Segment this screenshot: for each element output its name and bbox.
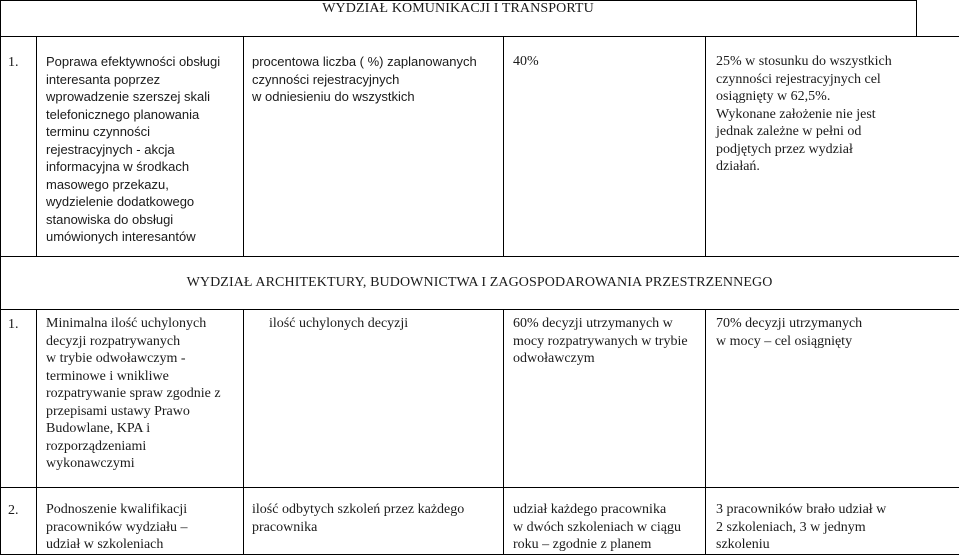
- row-number: 2.: [8, 503, 19, 518]
- column-divider: [36, 309, 37, 555]
- task-cell: Podnoszenie kwalifikacji pracowników wydziału – udział w szkoleniach: [46, 502, 188, 552]
- task-cell: Minimalna ilość uchylonych decyzji rozpatrywanych w trybie odwoławczym - terminowe i wnikliwe rozpatrywanie spraw zgodnie z przepisami ustawy Prawo Budowlane, KPA i rozporządzeniami wykonawczymi: [46, 316, 221, 471]
- section-title: WYDZIAŁ ARCHITEKTURY, BUDOWNICTWA I ZAGOSPODAROWANIA PRZESTRZENNEGO: [186, 275, 773, 290]
- table-border-right: [916, 0, 917, 37]
- column-divider: [503, 309, 504, 555]
- section-divider: [0, 256, 959, 257]
- column-divider: [705, 36, 706, 257]
- column-divider: [705, 309, 706, 555]
- indicator-cell: ilość odbytych szkoleń przez każdego pracownika: [252, 502, 465, 535]
- column-divider: [243, 309, 244, 555]
- indicator-cell: ilość uchylonych decyzji: [269, 316, 409, 331]
- target-cell: 40%: [513, 54, 539, 69]
- row-number: 1.: [8, 55, 19, 70]
- section-divider: [0, 309, 959, 310]
- target-cell: 60% decyzji utrzymanych w mocy rozpatrywanych w trybie odwoławczym: [513, 316, 688, 366]
- result-cell: 70% decyzji utrzymanych w mocy – cel osiągnięty: [716, 316, 863, 349]
- column-divider: [503, 36, 504, 257]
- section-title: WYDZIAŁ KOMUNIKACJI I TRANSPORTU: [322, 1, 594, 16]
- column-divider: [243, 36, 244, 257]
- target-cell: udział każdego pracownika w dwóch szkoleniach w ciągu roku – zgodnie z planem: [513, 502, 681, 552]
- indicator-cell: procentowa liczba ( %) zaplanowanych czynności rejestracyjnych w odniesieniu do wszystkich: [252, 54, 477, 104]
- row-number: 1.: [8, 317, 19, 332]
- task-cell: Poprawa efektywności obsługi interesanta poprzez wprowadzenie szerszej skali telefonicznego planowania terminu czynności rejestracyjnych - akcja informacyjna w środkach masowego przekazu, wydzielenie dodatkowego stanowiska do obsługi umówionych interesantów: [46, 54, 221, 244]
- column-divider: [36, 36, 37, 257]
- row-divider: [0, 487, 959, 488]
- result-cell: 25% w stosunku do wszystkich czynności rejestracyjnych cel osiągnięty w 62,5%. Wykonane założenie nie jest jednak zależne w pełni od podjętych przez wydział działań.: [716, 54, 892, 174]
- result-cell: 3 pracowników brało udział w 2 szkoleniach, 3 w jednym szkoleniu: [716, 502, 887, 552]
- section-divider: [0, 36, 959, 37]
